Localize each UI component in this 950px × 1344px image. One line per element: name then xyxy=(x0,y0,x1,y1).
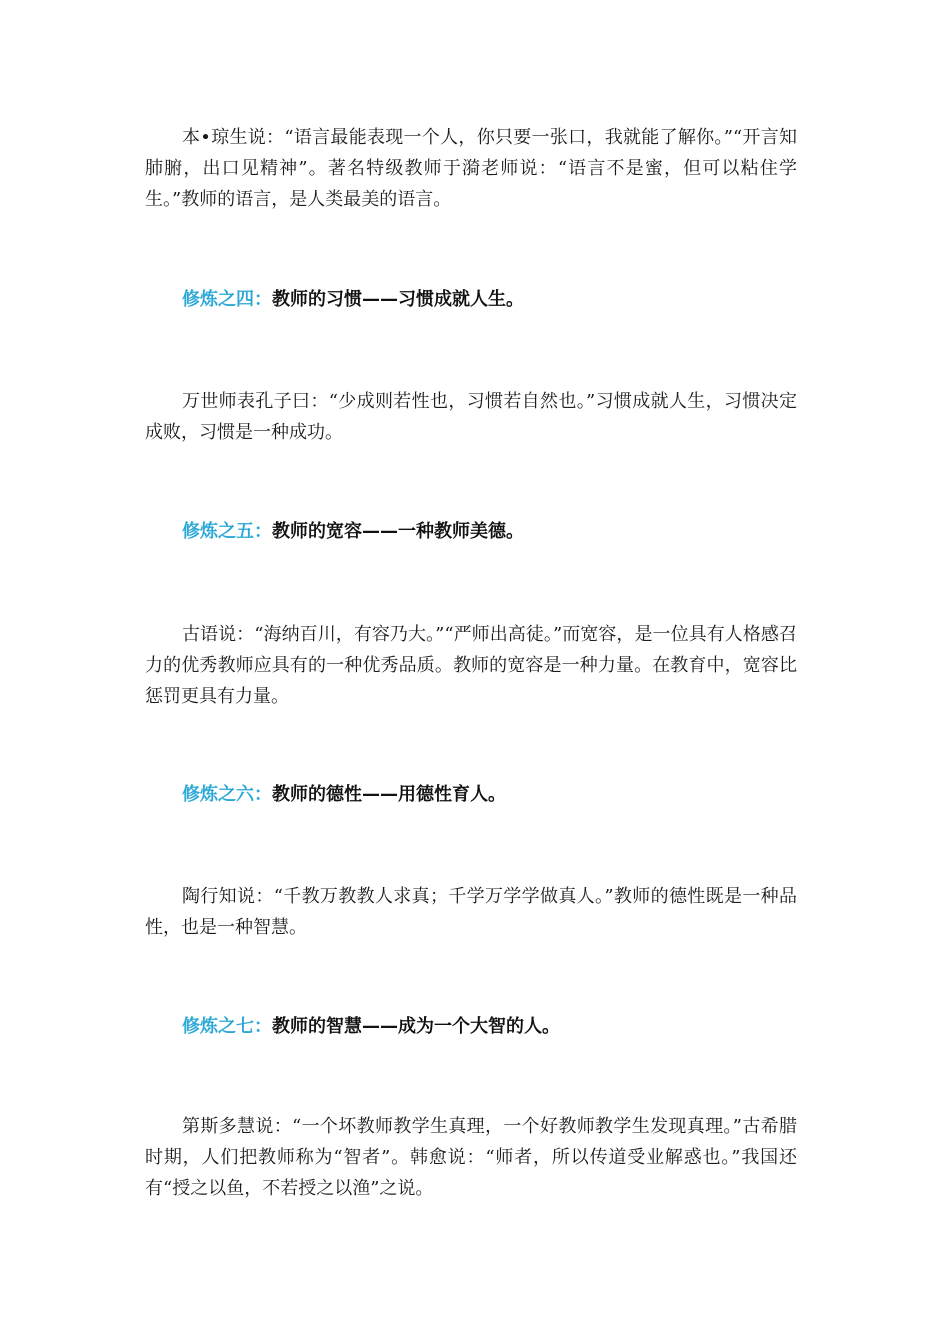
heading-text: 教师的宽容——一种教师美德。 xyxy=(272,521,524,542)
paragraph-wisdom: 第斯多慧说：“一个坏教师教学生真理，一个好教师教学生发现真理。”古希腊时期，人们把教师称为“智者”。韩愈说：“师者，所以传道受业解惑也。”我国还有“授之以鱼，不若授之以渔”之说。 xyxy=(145,1116,797,1199)
paragraph-habit: 万世师表孔子曰：“少成则若性也，习惯若自然也。”习惯成就人生，习惯决定成败，习惯是一种成功。 xyxy=(145,391,797,443)
heading-text: 教师的习惯——习惯成就人生。 xyxy=(272,289,524,310)
paragraph-language: 本•琼生说：“语言最能表现一个人，你只要一张口，我就能了解你。”“开言知肺腑，出口见精神”。著名特级教师于漪老师说：“语言不是蜜，但可以粘住学生。”教师的语言，是人类最美的语言。 xyxy=(145,127,797,210)
heading-virtue xyxy=(182,782,802,808)
heading-habit xyxy=(182,287,802,313)
heading-tolerance xyxy=(182,519,802,545)
heading-label: 修炼之五： xyxy=(182,521,272,542)
heading-label: 修炼之六： xyxy=(182,784,272,805)
heading-wisdom xyxy=(182,1014,802,1040)
heading-label: 修炼之七： xyxy=(182,1016,272,1037)
heading-text: 教师的德性——用德性育人。 xyxy=(272,784,506,805)
heading-text: 教师的智慧——成为一个大智的人。 xyxy=(272,1016,560,1037)
paragraph-tolerance: 古语说：“海纳百川，有容乃大。”“严师出高徒。”而宽容，是一位具有人格感召力的优秀教师应具有的一种优秀品质。教师的宽容是一种力量。在教育中，宽容比惩罚更具有力量。 xyxy=(145,624,797,707)
heading-label: 修炼之四： xyxy=(182,289,272,310)
paragraph-virtue: 陶行知说：“千教万教教人求真；千学万学学做真人。”教师的德性既是一种品性，也是一种智慧。 xyxy=(145,886,797,938)
